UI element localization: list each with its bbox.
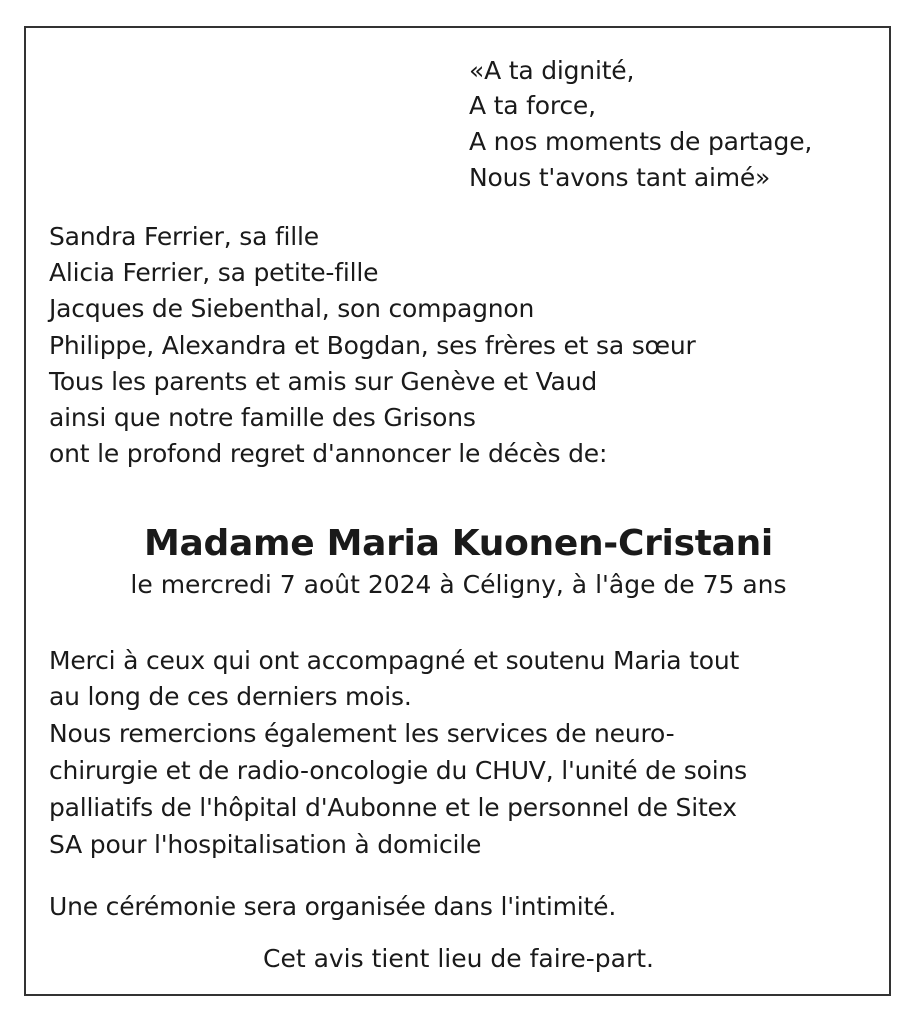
quote-line: Nous t'avons tant aimé» bbox=[469, 163, 771, 192]
deceased-details: le mercredi 7 août 2024 à Céligny, à l'âge de 75 ans bbox=[130, 570, 787, 599]
quote-line: A ta force, bbox=[469, 91, 596, 120]
family-line: Jacques de Siebenthal, son compagnon bbox=[49, 294, 535, 323]
family-line: Tous les parents et amis sur Genève et Vaud bbox=[49, 367, 597, 396]
ceremony-text: Une cérémonie sera organisée dans l'intimité. bbox=[49, 892, 617, 921]
family-line: Sandra Ferrier, sa fille bbox=[49, 222, 319, 251]
quote-line: «A ta dignité, bbox=[469, 56, 635, 85]
closing-text: Cet avis tient lieu de faire-part. bbox=[262, 944, 654, 973]
thanks-line: au long de ces derniers mois. bbox=[49, 682, 412, 711]
thanks-line: SA pour l'hospitalisation à domicile bbox=[49, 830, 482, 859]
family-line: ont le profond regret d'annoncer le décès de: bbox=[49, 439, 608, 468]
family-line: ainsi que notre famille des Grisons bbox=[49, 403, 476, 432]
family-line: Alicia Ferrier, sa petite-fille bbox=[49, 258, 379, 287]
deceased-name: Madame Maria Kuonen-Cristani bbox=[144, 523, 773, 564]
family-line: Philippe, Alexandra et Bogdan, ses frères et sa sœur bbox=[49, 331, 696, 360]
thanks-line: chirurgie et de radio-oncologie du CHUV, l'unité de soins bbox=[49, 756, 747, 785]
thanks-line: Merci à ceux qui ont accompagné et soutenu Maria tout bbox=[49, 646, 740, 675]
thanks-line: Nous remercions également les services de neuro- bbox=[49, 719, 675, 748]
thanks-line: palliatifs de l'hôpital d'Aubonne et le personnel de Sitex bbox=[49, 793, 737, 822]
quote-line: A nos moments de partage, bbox=[469, 127, 813, 156]
